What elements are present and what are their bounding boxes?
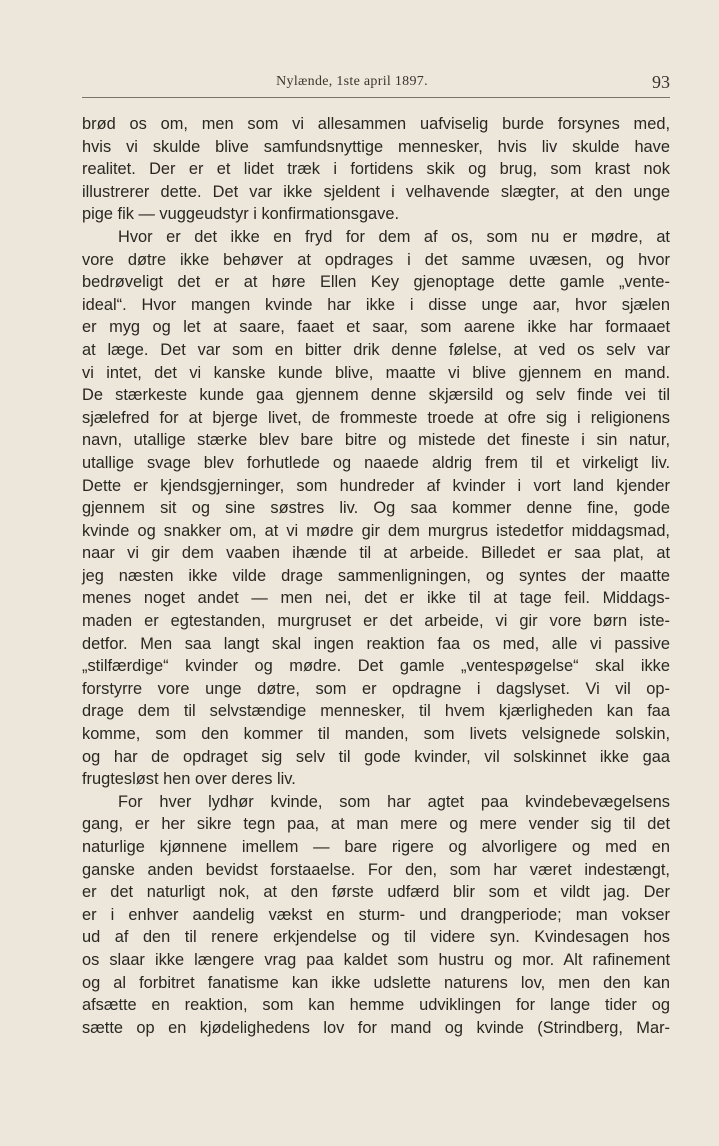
text-line: pige fik — vuggeudstyr i konfirmationsgave. (82, 205, 400, 224)
text-line: afsætte en reaktion, som kan hemme udviklingen for lange tider og (82, 996, 670, 1015)
text-line: os slaar ikke længere vrag paa kaldet som hustru og mor. Alt rafinement (82, 950, 670, 969)
text-line: er i enhver aandelig vækst en sturm- und drangperiode; man vokser (82, 905, 670, 924)
text-line: vore døtre ikke behøver at opdrages i det samme uvæsen, og hvor (82, 250, 670, 269)
text-line: og har de opdraget sig selv til gode kvinder, vil solskinnet ikke gaa (82, 747, 670, 766)
text-line: drage dem til selvstændige mennesker, til hvem kjærligheden kan faa (82, 702, 670, 721)
text-line: at læge. Det var som en bitter drik denne følelse, at ved os selv var (82, 340, 670, 359)
text-line: naar vi gir dem vaaben ihænde til at arbeide. Billedet er saa plat, at (82, 544, 670, 563)
text-line: maden er egtestanden, murgruset er det arbeide, vi gir vore børn iste- (82, 612, 670, 631)
text-line: menes noget andet — men nei, det er ikke til at tage feil. Middags- (82, 589, 670, 608)
text-line: ideal“. Hvor mangen kvinde har ikke i disse unge aar, hvor sjælen (82, 295, 670, 314)
text-line: detfor. Men saa langt skal ingen reaktion faa os med, alle vi passive (82, 634, 670, 653)
text-line: forstyrre vore unge døtre, som er opdragne i dagslyset. Vi vil op- (82, 679, 670, 698)
page-number: 93 (652, 72, 670, 92)
text-line: naturlige kjønnene imellem — bare rigere og alvorligere og med en (82, 838, 670, 856)
header-rule (82, 97, 670, 98)
text-line: vi intet, det vi kanske kunde blive, maatte vi blive gjennem en mand. (82, 363, 670, 382)
text-line: De stærkeste kunde gaa gjennem denne skjærsild og selv finde vei til (82, 386, 670, 405)
text-line: ganske anden bevidst forstaaelse. For den, som har været indestængt, (82, 860, 670, 879)
text-line: ud af den til renere erkjendelse og til videre syn. Kvindesagen hos (82, 928, 670, 947)
text-line: bedrøveligt det er at høre Ellen Key gjenoptage dette gamle „vente- (82, 273, 670, 292)
text-line: utallige svage blev forhutlede og naaede aldrig frem til et virkeligt liv. (82, 453, 670, 472)
text-line: er det naturligt nok, at den første udfærd blir som et vildt jag. Der (82, 883, 670, 902)
text-line: brød os om, men som vi allesammen uafviselig burde forsynes med, (82, 115, 670, 133)
text-line: gang, er her sikre tegn paa, at man mere og mere vender sig til det (82, 815, 670, 834)
page-header (82, 74, 670, 96)
body-text (82, 113, 670, 1039)
text-line: Dette er kjendsgjerninger, som hundreder af kvinder i vort land kjender (82, 476, 670, 495)
text-line: sætte op en kjødelighedens lov for mand og kvinde (Strindberg, Mar- (82, 1018, 670, 1037)
text-line: sjælefred for at bjerge livet, de frommeste troede at ofre sig i religionens (82, 408, 670, 427)
text-line: navn, utallige stærke blev bare bitre og mistede det fineste i sin natur, (82, 431, 670, 450)
text-line: komme, som den kommer til manden, som livets velsignede solskin, (82, 725, 670, 744)
text-line: frugtesløst hen over deres liv. (82, 770, 296, 789)
text-line: illustrerer dette. Det var ikke sjeldent i velhavende slægter, at den unge (82, 182, 670, 201)
text-line: gjennem sit og sine søstres liv. Og saa kommer denne fine, gode (82, 499, 670, 518)
text-line: For hver lydhør kvinde, som har agtet paa kvindebevægelsens (118, 792, 670, 811)
text-line: Hvor er det ikke en fryd for dem af os, som nu er mødre, at (118, 227, 670, 246)
running-head: Nylænde, 1ste april 1897. (276, 74, 428, 89)
text-line: kvinde og snakker om, at vi mødre gir dem murgrus istedetfor middagsmad, (82, 521, 670, 540)
text-line: „stilfærdige“ kvinder og mødre. Det gamle „ventespøgelse“ skal ikke (82, 657, 670, 676)
text-line: er myg og let at saare, faaet et saar, som aarene ikke har formaaet (82, 318, 670, 337)
text-line: og al forbitret fanatisme kan ikke udslette naturens lov, men den kan (82, 973, 670, 992)
text-line: realitet. Der er et lidet træk i fortidens skik og brug, som krast nok (82, 160, 670, 179)
text-line: jeg næsten ikke vilde drage sammenligningen, og syntes der maatte (82, 566, 670, 585)
text-line: hvis vi skulde blive samfundsnyttige mennesker, hvis liv skulde have (82, 137, 670, 156)
